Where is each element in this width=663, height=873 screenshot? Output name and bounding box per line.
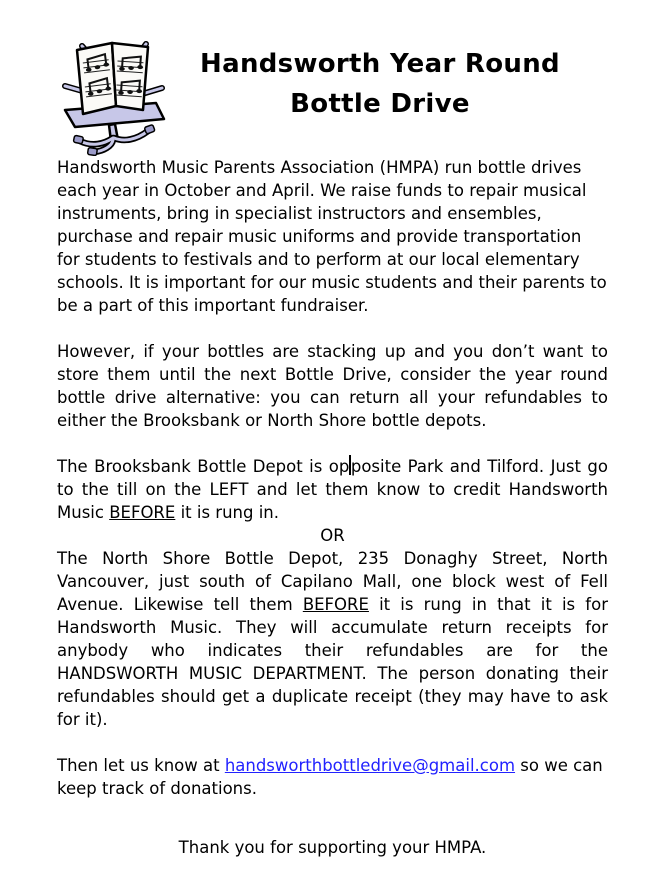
page-title-line2: Bottle Drive xyxy=(290,89,470,119)
text-segment: The Brooksbank Bottle Depot is xyxy=(57,457,329,476)
text-segment: op xyxy=(328,457,350,476)
text-segment: it is rung in that it is for Handsworth Music. They will accumulate return receipts for anybody who indicates their refundables are for the HANDSWORTH MUSIC DEPARTMENT. The person donating their refundables should get a duplicate receipt (they may have to ask for it). xyxy=(57,595,608,729)
word-with-cursor xyxy=(329,457,401,476)
text-segment: so we can keep track of donations. xyxy=(57,756,603,798)
paragraph-intro: Handsworth Music Parents Association (HMPA) run bottle drives each year in October and April. We raise funds to repair musical instruments, bring in specialist instructors and ensembles, purchase and repair music uniforms and provide transportation for students to festivals and to perform at our local elementary schools. It is important for our music students and their parents to be a part of this important fundraiser. xyxy=(57,158,607,315)
paragraph-north-shore xyxy=(57,547,608,731)
email-link[interactable]: handsworthbottledrive@gmail.com xyxy=(224,756,516,775)
before-emphasis: BEFORE xyxy=(302,595,369,614)
paragraph-year-round: However, if your bottles are stacking up and you don’t want to store them until the next Bottle Drive, consider the year round bottle drive alternative: you can return all your refundables to either the Brooksbank or North Shore bottle depots. xyxy=(57,342,608,430)
before-emphasis: BEFORE xyxy=(109,503,176,522)
flyer-body xyxy=(57,156,608,859)
or-separator: OR xyxy=(320,526,345,545)
text-segment: it is rung in. xyxy=(175,503,280,522)
text-segment: The North Shore Bottle Depot, 235 Donaghy Street, North Vancouver, just south of Capilano Mall, one block west of Fell Avenue. Likewise tell them xyxy=(57,549,608,614)
page-title-line1: Handsworth Year Round xyxy=(200,49,560,79)
text-segment: posite xyxy=(350,457,402,476)
paragraph-contact xyxy=(57,754,608,800)
paragraph-brooksbank xyxy=(57,455,608,524)
closing-line: Thank you for supporting your HMPA. xyxy=(178,838,487,857)
text-segment: Then let us know at xyxy=(57,756,225,775)
text-segment: Park and Tilford. Just go to the till on the LEFT and let them know to credit Handsworth Music xyxy=(57,457,608,522)
page-title xyxy=(140,44,620,124)
